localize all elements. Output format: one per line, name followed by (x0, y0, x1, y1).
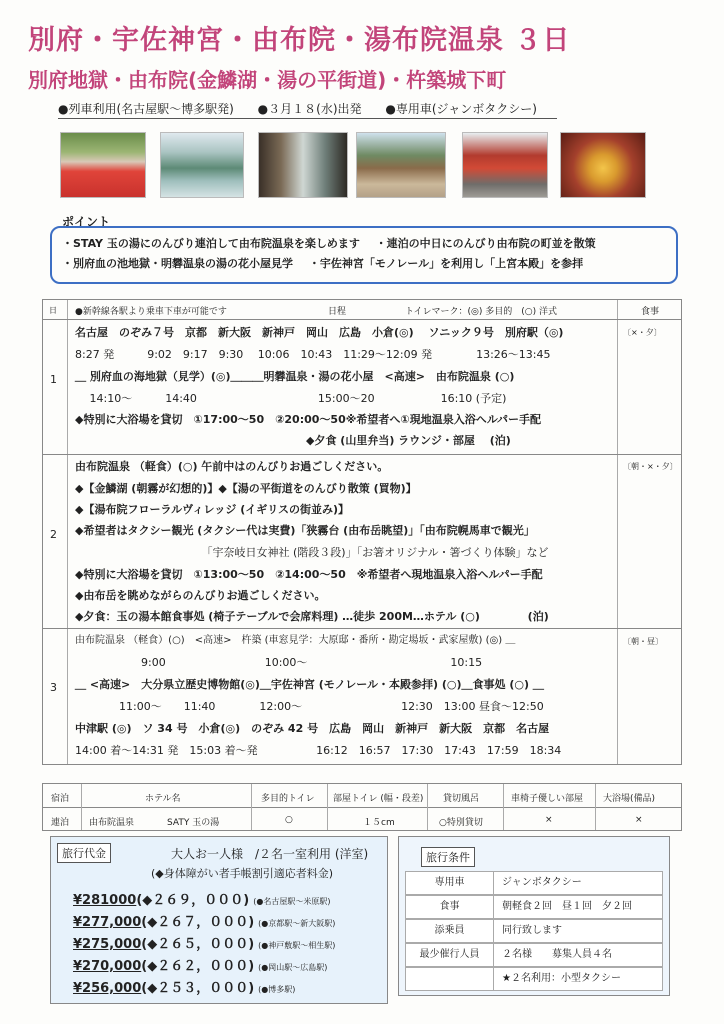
day-meal: 〔朝・×・夕〕 (623, 462, 678, 471)
itinerary-line: 由布院温泉 （軽食）(○) 午前中はのんびりお過ごしください。 (75, 460, 389, 473)
point-item: ・STAY 玉の湯にのんびり連泊して由布院温泉を楽しめます (62, 237, 360, 250)
itinerary-line: 中津駅 (◎) ソ 34 号 小倉(◎) のぞみ 42 号 広島 岡山 新神戸 新大阪 京都 名古屋 (75, 722, 550, 735)
price-amount: ¥256,000 (73, 981, 142, 996)
itinerary-line: ◆夕食 (山里弁当) ラウンジ・部屋 (泊) (75, 434, 511, 447)
itinerary-line: 14:00 着～14:31 発 15:03 着～発 16:12 16:57 17:30 17:43 17:59 18:34 (75, 744, 562, 757)
price-departure: (●博多駅) (258, 985, 296, 994)
price-departure: (●神戸敷駅～相生駅) (258, 941, 336, 950)
price-departure: (●京都駅～新大阪駅) (258, 919, 336, 928)
condition-key: 最少催行人員 (406, 944, 494, 966)
condition-key: 専用車 (406, 872, 494, 894)
itinerary-line: ＿ 別府血の海地獄（見学）(◎)＿＿＿明礬温泉・湯の花小屋 <高速> 由布院温泉 (○) (75, 370, 515, 383)
header-day: 日 (49, 306, 57, 315)
trip-info-train: ●列車利用(名古屋駅～博多駅発) (58, 102, 234, 116)
trip-info-line (58, 100, 557, 119)
itinerary-line: 14:10～ 14:40 15:00～20 16:10 (予定) (75, 392, 507, 405)
header-note: ●新幹線各駅より乗車下車が可能です (75, 307, 227, 317)
price-departure: (●岡山駅～広島駅) (258, 963, 328, 972)
points-row (62, 234, 666, 254)
condition-value: ★２名利用：小型タクシー (502, 973, 621, 984)
itinerary-line: 由布院温泉 （軽食）(○) <高速> 杵築 (車窓見学：大原邸・番所・勘定場坂・武家屋敷) (◎) ＿ (75, 635, 516, 646)
condition-row (405, 943, 663, 967)
hotel-header-large-bath: 大浴場(備品) (603, 794, 656, 804)
day-meal: 〔×・夕〕 (623, 328, 662, 337)
points-label: ポイント (62, 215, 111, 229)
photo-hot-spring (258, 132, 348, 198)
price-discount: (◆２６９，０００) (136, 893, 250, 908)
condition-value: ２名様 募集人員４名 (502, 949, 612, 960)
itinerary-line: ◆【金鱗湖 (朝霧が幻想的)】◆【湯の平街道をのんびり散策 (買物)】 (75, 482, 417, 495)
price-discount: (◆２６２，０００) (141, 959, 255, 974)
itinerary-line: ◆【湯布院フローラルヴィレッジ (イギリスの街並み)】 (75, 503, 350, 516)
points-box (50, 226, 678, 284)
price-row (73, 977, 295, 996)
photo-kinrin-lake (160, 132, 244, 198)
price-row (73, 889, 330, 908)
page-subtitle: 別府地獄・由布院(金鱗湖・湯の平街道)・杵築城下町 (28, 68, 507, 92)
hotel-large-bath: × (635, 815, 643, 825)
hotel-header-wheelchair-room: 車椅子優しい部屋 (511, 794, 584, 804)
price-row (73, 955, 327, 974)
hotel-header-accessible-toilet: 多目的トイレ (261, 794, 315, 804)
header-meal: 食事 (641, 307, 660, 317)
point-item: ・連泊の中日にのんびり由布院の町並を散策 (375, 237, 596, 250)
itinerary-line: 11:00～ 11:40 12:00～ 12:30 13:00 昼食～12:50 (75, 700, 544, 713)
condition-row (405, 919, 663, 943)
price-box (50, 836, 388, 1004)
price-departure: (●名古屋駅～米原駅) (253, 897, 331, 906)
itinerary-line: ◆特別に大浴場を貸切 ①13:00～50 ②14:00～50 ※希望者へ現地温泉入浴ヘルパー手配 (75, 568, 543, 581)
photo-strip (60, 132, 660, 200)
hotel-room-toilet: １５cm (363, 818, 395, 828)
hotel-name: SATY 玉の湯 (167, 818, 220, 828)
itinerary-line: ＿ <高速> 大分県立歴史博物館(◎)＿宇佐神宮 (モノレール・本殿参拝) (○)＿食事処 (○) ＿ (75, 678, 544, 691)
price-discount: (◆２５３，０００) (141, 981, 255, 996)
condition-row (405, 967, 663, 991)
point-item: ・別府血の池地獄・明礬温泉の湯の花小屋見学 (62, 257, 293, 270)
price-amount: ¥275,000 (73, 937, 142, 952)
header-toilet-legend: トイレマーク：(◎) 多目的 (○) 洋式 (405, 307, 558, 317)
day-number: 2 (50, 528, 57, 541)
day-number: 3 (50, 681, 57, 694)
price-discount: (◆２６７，０００) (141, 915, 255, 930)
photo-buddha-statue (560, 132, 646, 198)
hotel-header-private-bath: 貸切風呂 (443, 794, 480, 804)
hotel-private-bath: ○特別貸切 (439, 818, 483, 828)
price-row (73, 933, 335, 952)
conditions-box (398, 836, 670, 996)
itinerary-line: 名古屋 のぞみ７号 京都 新大阪 新神戸 岡山 広島 小倉(◎) ソニック９号 別府駅（◎) (75, 326, 564, 339)
itinerary-line: 「宇奈岐日女神社 (階段３段)」「お箸オリジナル・箸づくり体験」など (75, 546, 549, 559)
hotel-stay: 連泊 (51, 818, 70, 828)
hotel-accessible-toilet: ○ (285, 815, 293, 825)
condition-key (406, 968, 494, 990)
condition-key: 添乗員 (406, 920, 494, 942)
conditions-label: 旅行条件 (421, 847, 475, 867)
hotel-area: 由布院温泉 (89, 818, 135, 828)
price-amount: ¥270,000 (73, 959, 142, 974)
condition-value: ジャンボタクシー (502, 877, 582, 888)
header-schedule: 日程 (328, 307, 347, 317)
itinerary-line: 8:27 発 9:02 9:17 9:30 10:06 10:43 11:29～12:09 発 13:26～13:45 (75, 348, 551, 361)
price-discount: (◆２６５，０００) (141, 937, 255, 952)
price-amount: ¥281000 (73, 893, 137, 908)
trip-info-date: ●３月１８(水)出発 (257, 102, 362, 116)
price-heading: 大人お一人様 /２名一室利用 (洋室) (171, 847, 369, 861)
schedule-table (42, 299, 682, 765)
hotel-wheelchair-room: × (545, 815, 553, 825)
price-row (73, 911, 335, 930)
points-row (62, 254, 666, 274)
hotel-header-name: ホテル名 (145, 794, 181, 804)
itinerary-line: 9:00 10:00～ 10:15 (75, 656, 483, 669)
photo-blood-pond-hell (60, 132, 146, 198)
trip-info-vehicle: ●専用車(ジャンボタクシー) (385, 102, 537, 116)
price-subheading: (◆身体障がい者手帳割引適応者料金) (151, 867, 334, 880)
hotel-header-room-toilet: 部屋トイレ (幅・段差) (333, 794, 424, 804)
page-title: 別府・宇佐神宮・由布院・湯布院温泉 ３日 (28, 25, 571, 56)
itinerary-line: ◆特別に大浴場を貸切 ①17:00～50 ②20:00～50※希望者へ①現地温泉入浴ヘルパー手配 (75, 413, 541, 426)
photo-usa-shrine (462, 132, 548, 198)
point-item: ・宇佐神宮「モノレール」を利用し「上宮本殿」を参拝 (308, 257, 584, 270)
price-label: 旅行代金 (57, 843, 111, 863)
itinerary-line: ◆夕食：玉の湯本館食事処 (椅子テーブルで会席料理) …徒歩 200M…ホテル (○) (泊) (75, 610, 549, 623)
condition-value: 同行致します (502, 925, 562, 936)
condition-value: 朝軽食２回 昼１回 夕２回 (502, 901, 632, 912)
hotel-header-stay: 宿泊 (51, 794, 70, 804)
day-number: 1 (50, 373, 57, 386)
price-amount: ¥277,000 (73, 915, 142, 930)
itinerary-line: ◆由布岳を眺めながらのんびりお過ごしください。 (75, 589, 326, 602)
condition-key: 食事 (406, 896, 494, 918)
itinerary-line: ◆希望者はタクシー観光 (タクシー代は実費)「狭霧台 (由布岳眺望)」「由布院幌馬車で観光」 (75, 524, 535, 537)
photo-kitsuki-townscape (356, 132, 446, 198)
condition-row (405, 895, 663, 919)
day-meal: 〔朝・昼〕 (623, 637, 663, 646)
hotel-table (42, 783, 682, 831)
condition-row (405, 871, 663, 895)
